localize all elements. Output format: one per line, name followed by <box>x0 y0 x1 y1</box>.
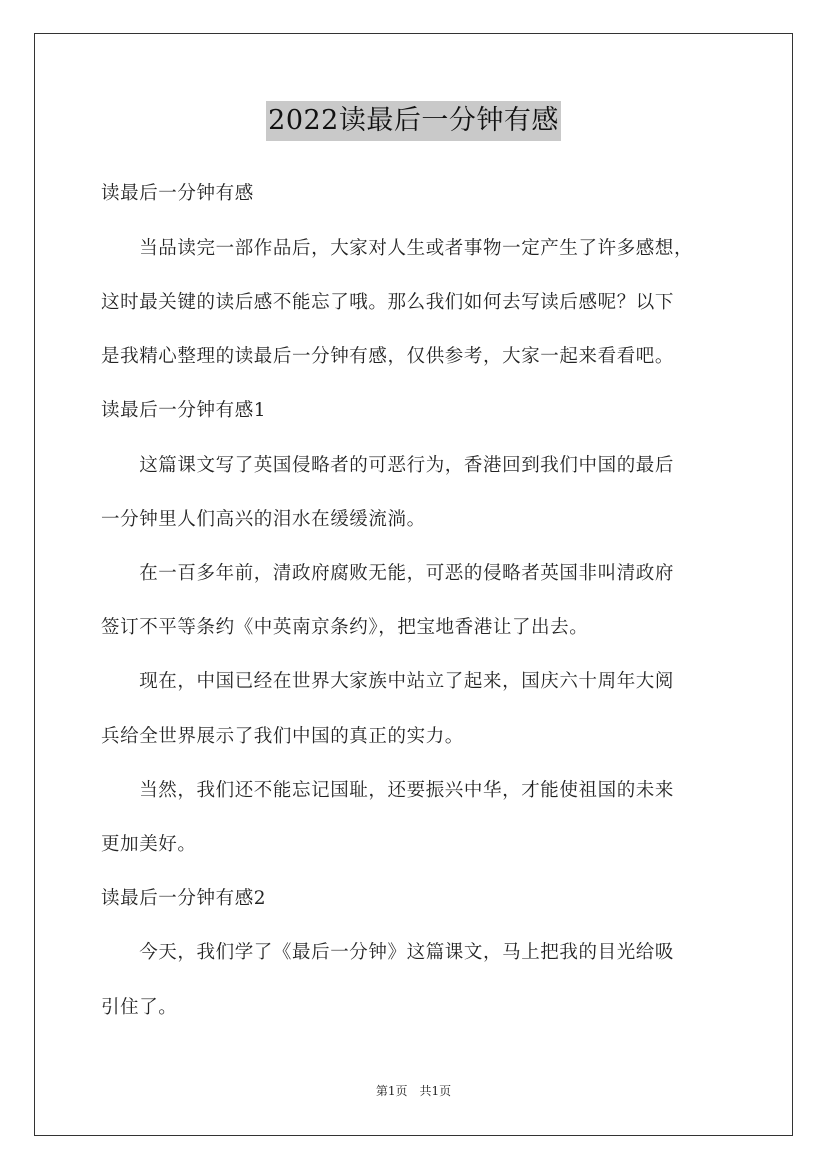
paragraph-line: 当品读完一部作品后，大家对人生或者事物一定产生了许多感想， <box>101 238 694 259</box>
paragraph-line: 这时最关键的读后感不能忘了哦。那么我们如何去写读后感呢？以下 <box>101 292 675 313</box>
paragraph-line: 当然，我们还不能忘记国耻，还要振兴中华，才能使祖国的未来 <box>101 780 675 801</box>
paragraph-line: 兵给全世界展示了我们中国的真正的实力。 <box>101 726 464 747</box>
paragraph-line: 在一百多年前，清政府腐败无能，可恶的侵略者英国非叫清政府 <box>101 563 675 584</box>
paragraph-line: 今天，我们学了《最后一分钟》这篇课文，马上把我的目光给吸 <box>101 942 675 963</box>
paragraph-line: 签订不平等条约《中英南京条约》，把宝地香港让了出去。 <box>101 617 589 638</box>
title-container <box>0 101 827 141</box>
paragraph-line: 这篇课文写了英国侵略者的可恶行为，香港回到我们中国的最后 <box>101 455 675 476</box>
paragraph-line: 是我精心整理的读最后一分钟有感，仅供参考，大家一起来看看吧。 <box>101 346 675 367</box>
page-footer: 第1页 共1页 <box>375 1084 452 1098</box>
paragraph-line: 更加美好。 <box>101 834 197 855</box>
section-heading: 读最后一分钟有感2 <box>101 888 267 909</box>
paragraph-line: 引住了。 <box>101 997 178 1018</box>
section-heading: 读最后一分钟有感 <box>101 183 254 204</box>
section-heading: 读最后一分钟有感1 <box>101 400 267 421</box>
paragraph-line: 一分钟里人们高兴的泪水在缓缓流淌。 <box>101 509 426 530</box>
document-title: 2022读最后一分钟有感 <box>266 101 561 141</box>
paragraph-line: 现在，中国已经在世界大家族中站立了起来，国庆六十周年大阅 <box>101 671 675 692</box>
